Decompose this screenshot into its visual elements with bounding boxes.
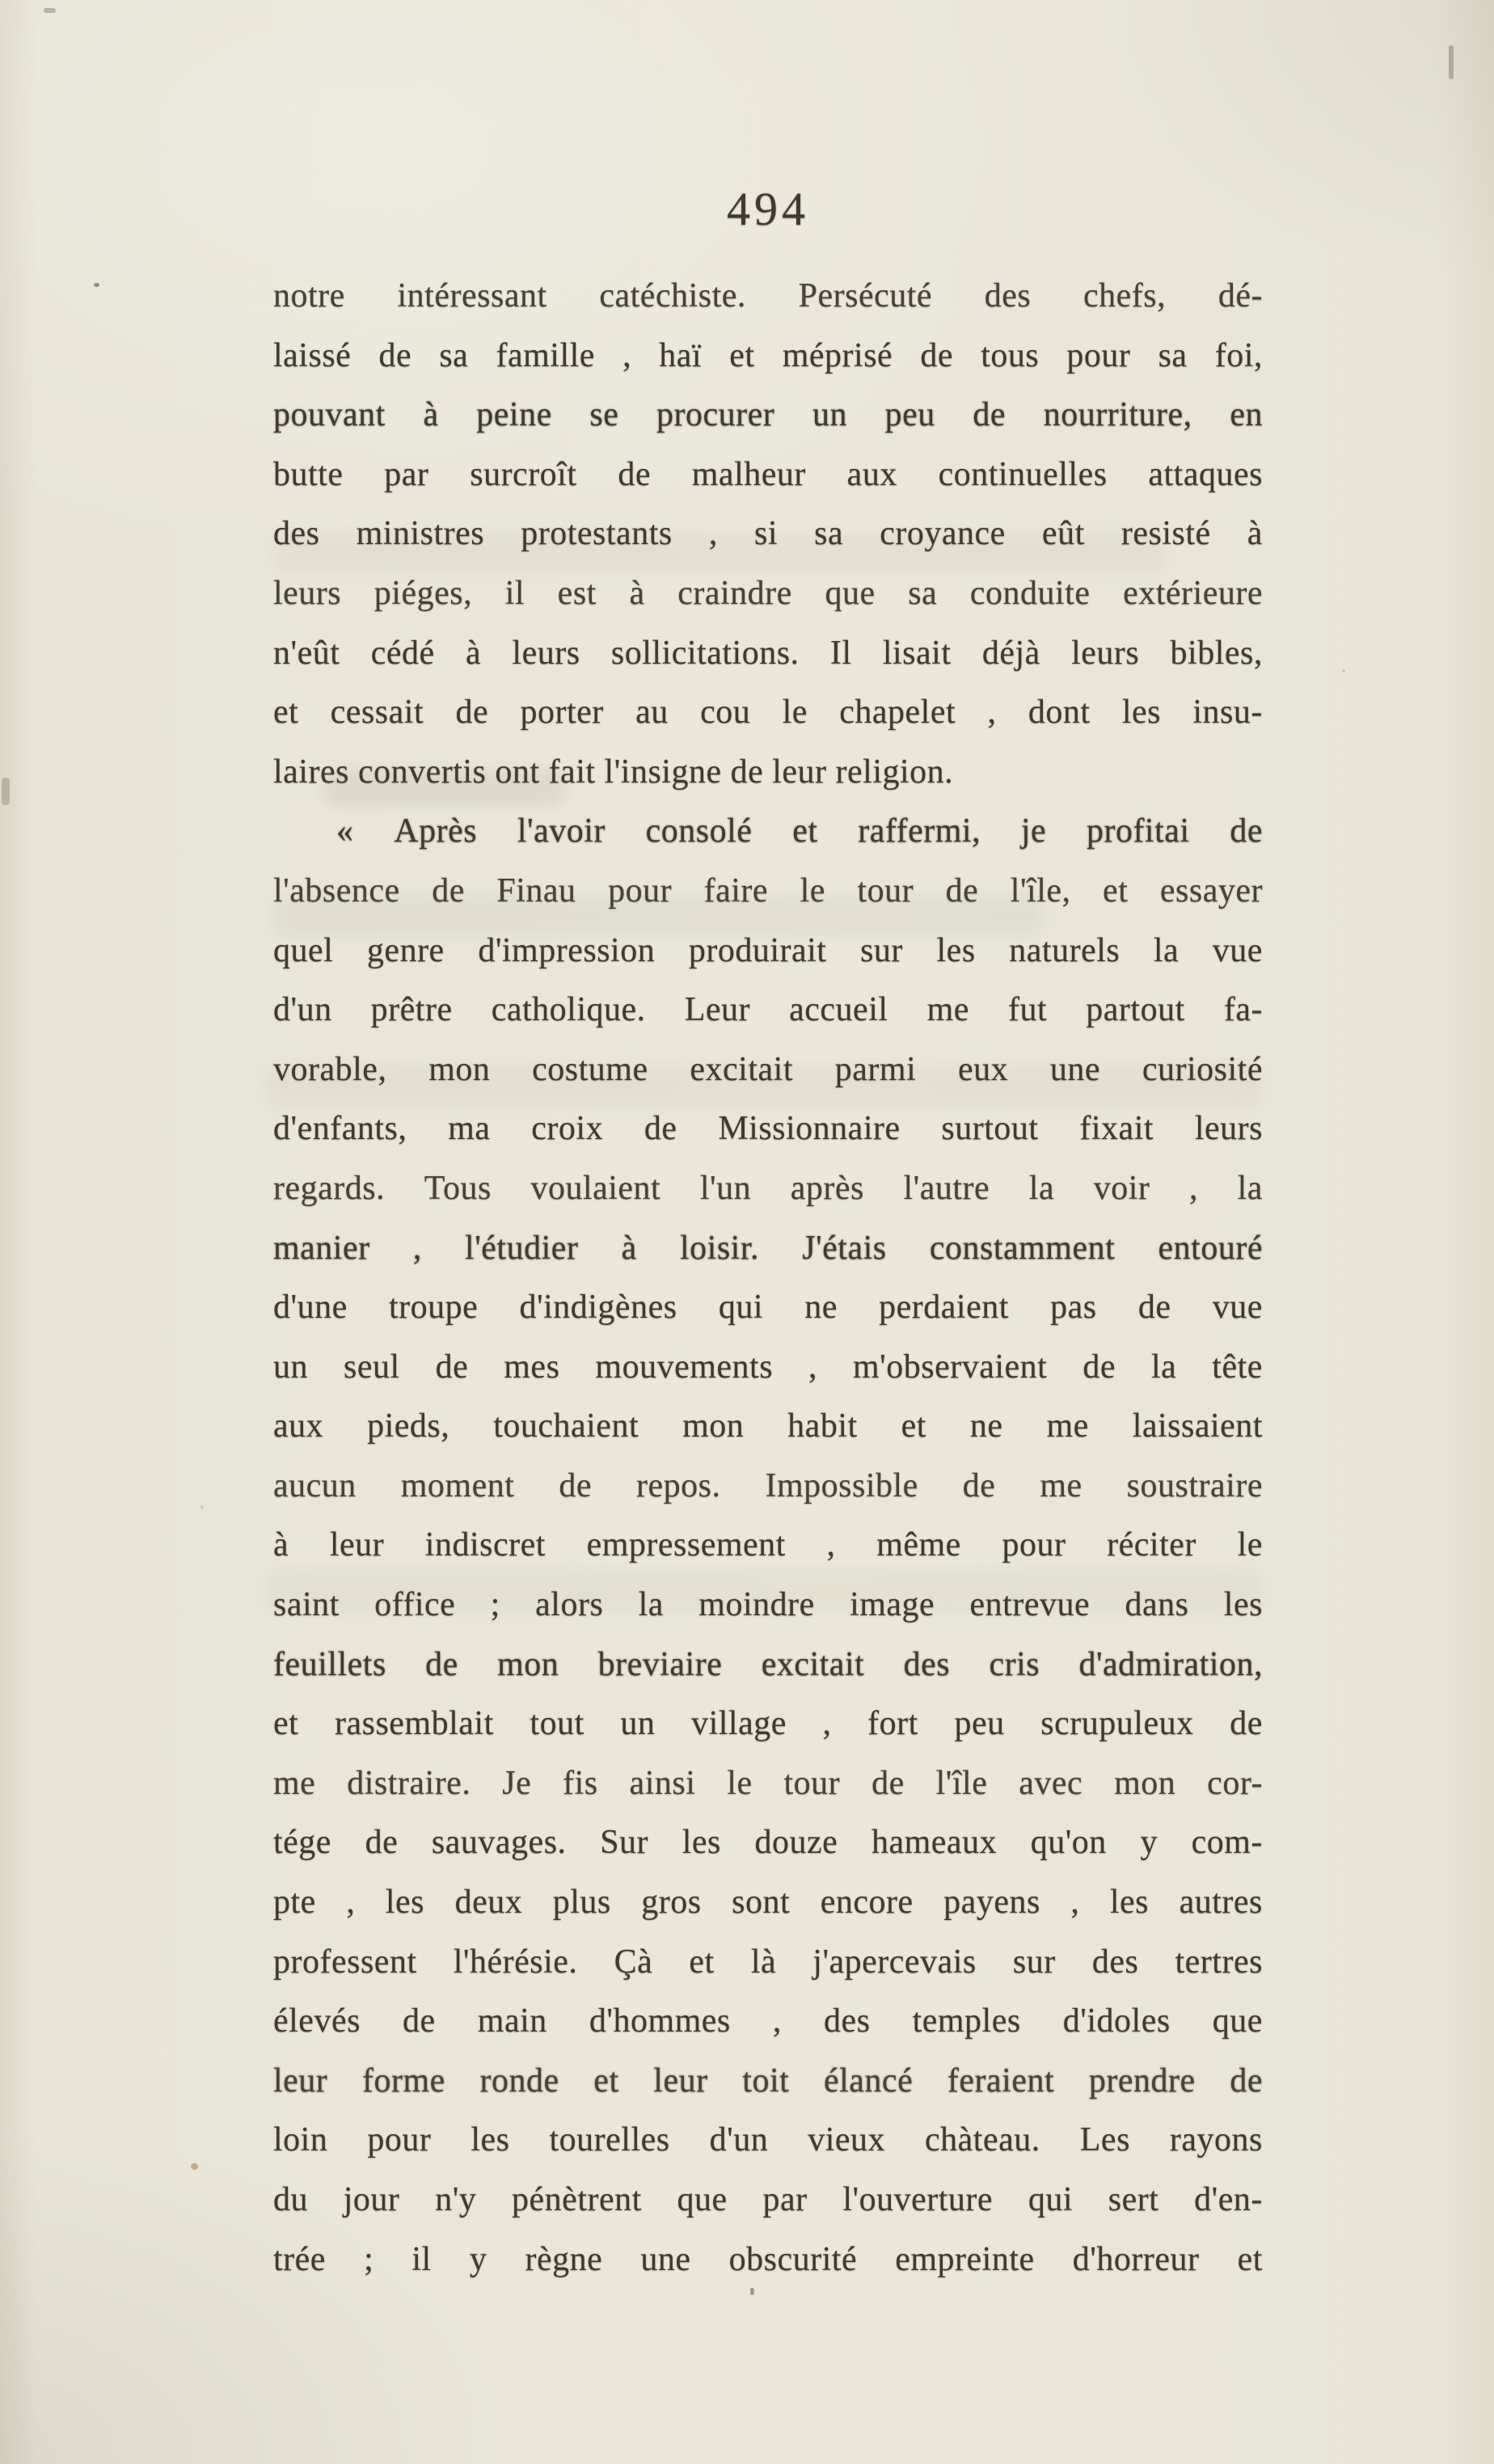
text-line: vorable, mon costume excitait parmi eux une curiosité [273, 1050, 1263, 1088]
text-line: « Après l'avoir consolé et raffermi, je profitai de [336, 812, 1263, 850]
paper-speck [1342, 669, 1345, 673]
text-line: notre intéressant catéchiste. Persécuté des chefs, dé- [273, 277, 1263, 314]
text-line: laissé de sa famille , haï et méprisé de tous pour sa foi, [273, 336, 1263, 374]
text-line: aux pieds, touchaient mon habit et ne me laissaient [273, 1407, 1263, 1445]
page-number: 494 [727, 183, 809, 235]
paper-speck [453, 1128, 456, 1131]
text-line: quel genre d'impression produirait sur les naturels la vue [273, 931, 1263, 969]
text-line: loin pour les tourelles d'un vieux chàteau. Les rayons [273, 2121, 1263, 2159]
text-line: feuillets de mon breviaire excitait des cris d'admiration, [273, 1645, 1263, 1683]
paper-speck [44, 8, 56, 13]
text-line: des ministres protestants , si sa croyance eût resisté à [273, 515, 1263, 553]
text-line: pouvant à peine se procurer un peu de nourriture, en [273, 396, 1263, 434]
text-line: butte par surcroît de malheur aux continuelles attaques [273, 455, 1263, 493]
paper-speck [94, 283, 99, 287]
text-line: et rassemblait tout un village , fort peu scrupuleux de [273, 1705, 1263, 1743]
text-line: leurs piéges, il est à craindre que sa conduite extérieure [273, 574, 1263, 612]
paper-speck [750, 2288, 754, 2295]
paper-speck [2, 778, 10, 805]
text-line: du jour n'y pénètrent que par l'ouverture qui sert d'en- [273, 2181, 1263, 2218]
text-line: aucun moment de repos. Impossible de me soustraire [273, 1466, 1263, 1504]
text-line: un seul de mes mouvements , m'observaient de la tête [273, 1348, 1263, 1386]
paper-speck [200, 1505, 204, 1509]
text-line: professent l'hérésie. Çà et là j'apercevais sur des tertres [273, 1943, 1263, 1981]
text-line: leur forme ronde et leur toit élancé feraient prendre de [273, 2061, 1263, 2099]
text-line: tége de sauvages. Sur les douze hameaux qu'on y com- [273, 1824, 1263, 1862]
text-line: pte , les deux plus gros sont encore payens , les autres [273, 1884, 1263, 1922]
text-line: d'enfants, ma croix de Missionnaire surtout fixait leurs [273, 1110, 1263, 1148]
paper-speck [978, 1790, 981, 1793]
text-line: saint office ; alors la moindre image entrevue dans les [273, 1586, 1263, 1624]
text-line: d'une troupe d'indigènes qui ne perdaient pas de vue [273, 1289, 1263, 1327]
text-line: manier , l'étudier à loisir. J'étais constamment entouré [273, 1229, 1263, 1267]
text-line: trée ; il y règne une obscurité empreinte d'horreur et [273, 2240, 1263, 2278]
text-line: élevés de main d'hommes , des temples d'idoles que [273, 2002, 1263, 2040]
text-block [273, 267, 1263, 2289]
text-line: l'absence de Finau pour faire le tour de l'île, et essayer [273, 871, 1263, 909]
paper-speck [191, 2163, 198, 2170]
text-line: me distraire. Je fis ainsi le tour de l'île avec mon cor- [273, 1764, 1263, 1802]
text-line: laires convertis ont fait l'insigne de leur religion. [273, 753, 954, 791]
paper-speck [1449, 45, 1454, 79]
text-line: regards. Tous voulaient l'un après l'autre la voir , la [273, 1169, 1263, 1207]
text-line: à leur indiscret empressement , même pour réciter le [273, 1526, 1263, 1564]
text-line: et cessait de porter au cou le chapelet , dont les insu- [273, 694, 1263, 732]
text-line: n'eût cédé à leurs sollicitations. Il lisait déjà leurs bibles, [273, 634, 1263, 672]
text-line: d'un prêtre catholique. Leur accueil me fut partout fa- [273, 991, 1263, 1029]
